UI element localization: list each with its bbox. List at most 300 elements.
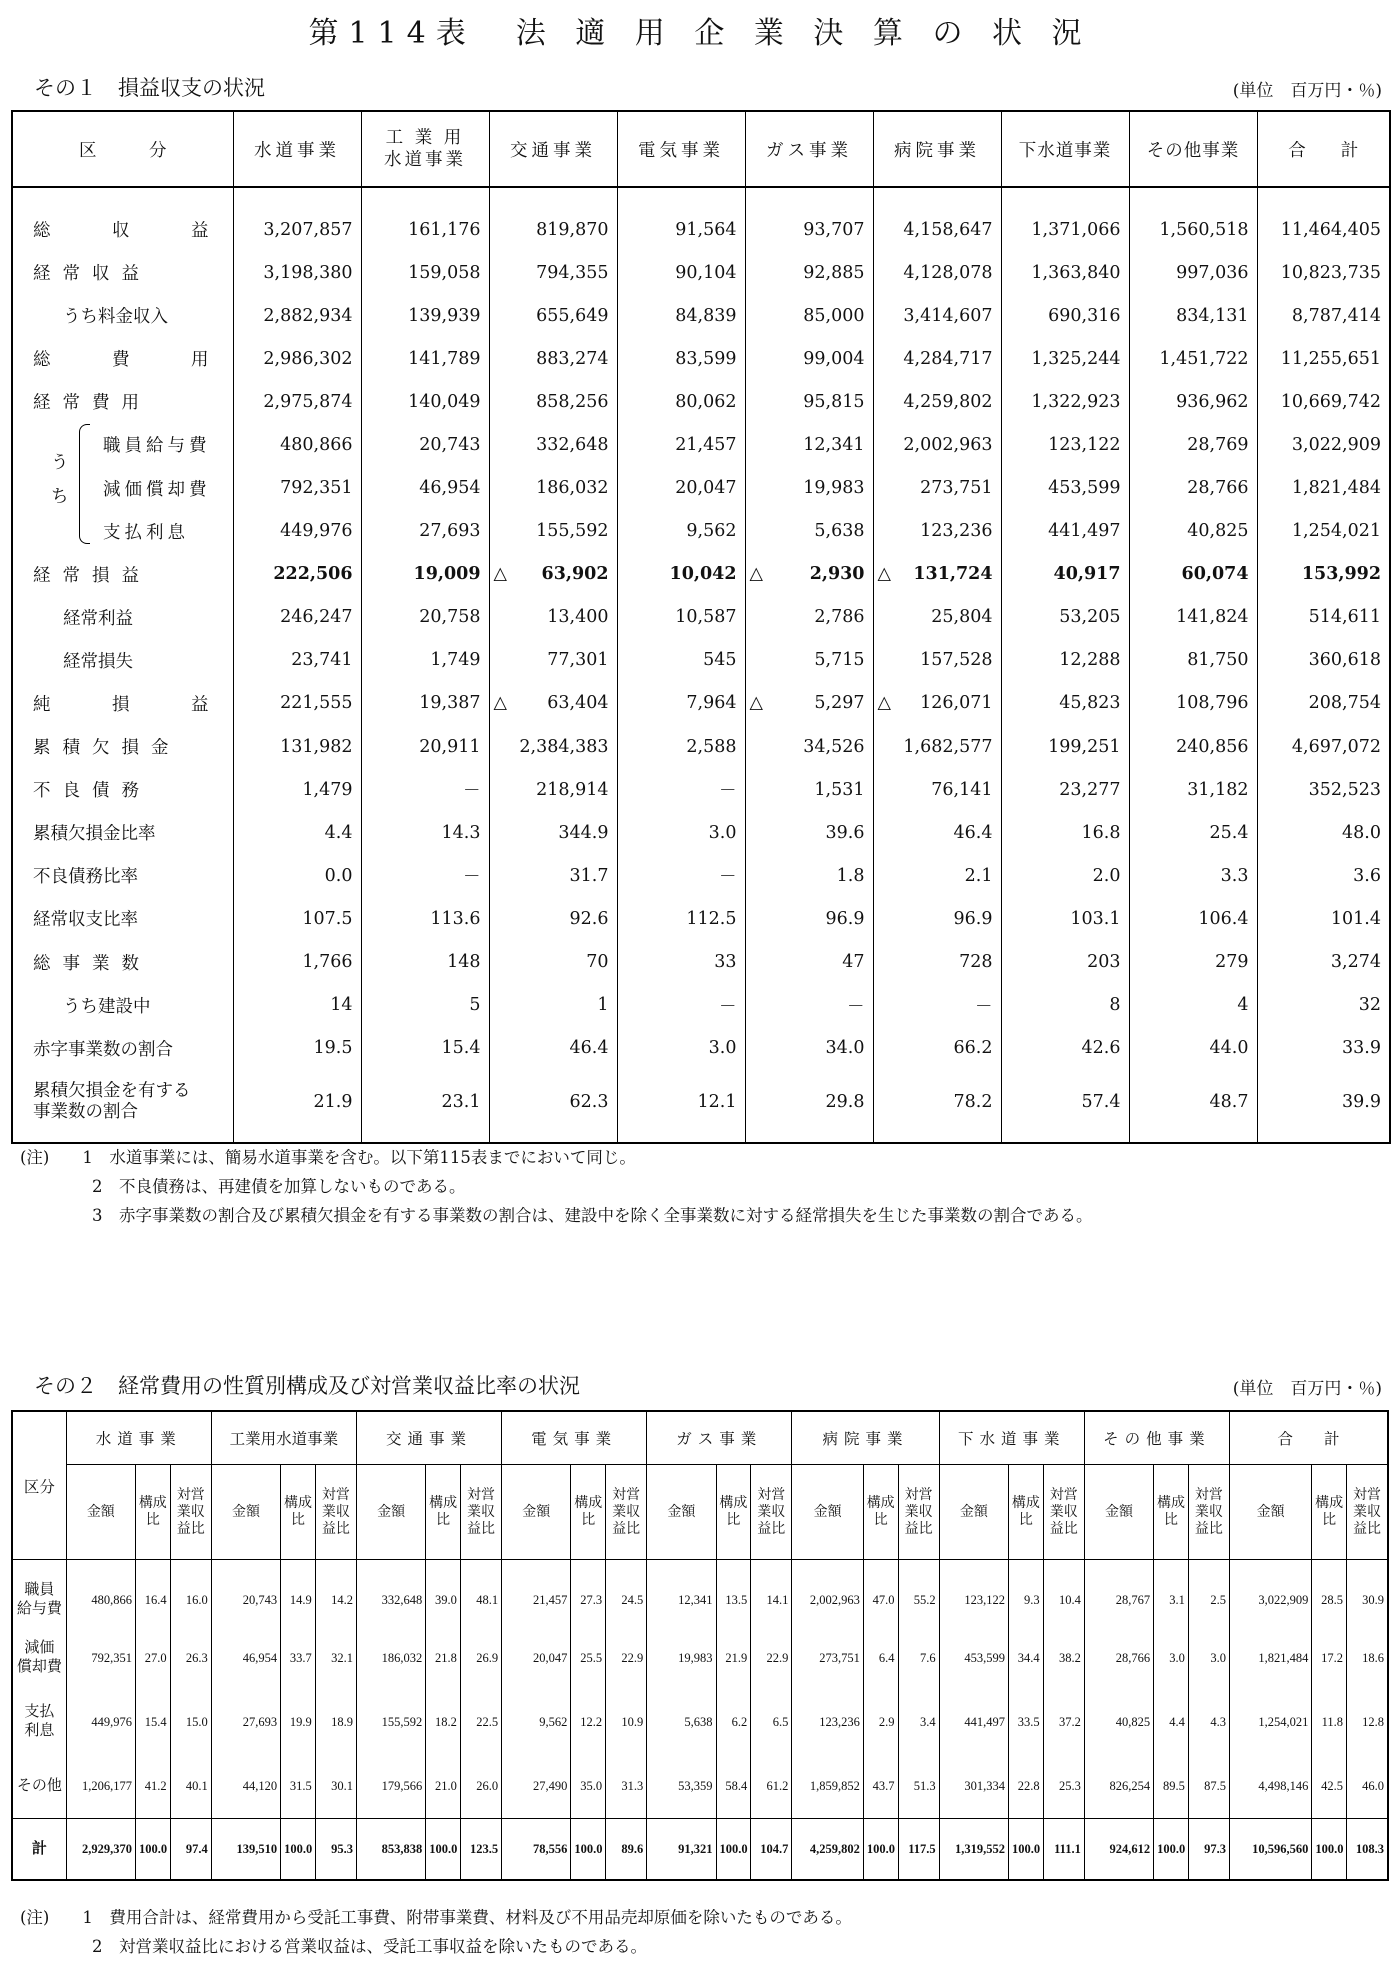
- cell-value: [1129, 984, 1257, 1027]
- cell-value: [617, 553, 745, 596]
- sub-header: [647, 1465, 716, 1560]
- cell-value: 12.8: [1347, 1690, 1389, 1754]
- part1-unit: (単位 百万円・％): [1232, 81, 1382, 101]
- cell-value: [233, 639, 361, 682]
- cell-value: [233, 251, 361, 294]
- table-row: [12, 811, 1390, 854]
- cell-value: 42.5: [1312, 1754, 1347, 1819]
- cell-text: 92.6: [569, 908, 609, 929]
- sub-header-label: 構成 比: [283, 1495, 312, 1528]
- cell-text: 514,611: [1308, 607, 1381, 628]
- cell-value: [745, 251, 873, 294]
- cell-text: 11,464,405: [1280, 219, 1381, 240]
- table-row: [12, 510, 1390, 553]
- cell-text: 155,592: [536, 521, 609, 542]
- cell-text: 20,743: [419, 434, 481, 455]
- cell-value: [489, 639, 617, 682]
- cell-text: 19.5: [313, 1038, 353, 1059]
- cell-text: 106.4: [1198, 908, 1249, 929]
- cell-value: [489, 811, 617, 854]
- cell-text: 28,766: [1187, 478, 1249, 499]
- cell-value: [617, 510, 745, 553]
- cell-text: 39.6: [825, 822, 865, 843]
- cell-value: 108.3: [1347, 1819, 1389, 1881]
- sub-header: [281, 1465, 316, 1560]
- cell-text: 139,939: [408, 305, 481, 326]
- cell-value: 3.0: [1154, 1626, 1189, 1690]
- cell-value: [617, 596, 745, 639]
- cell-value: [873, 510, 1001, 553]
- cell-value: 853,838: [356, 1819, 425, 1881]
- row-label-text: 支払利息: [103, 522, 189, 543]
- cell-value: [1257, 294, 1390, 337]
- cell-text: 794,355: [536, 262, 609, 283]
- cell-text: 199,251: [1048, 736, 1121, 757]
- cell-text: 19,983: [803, 478, 865, 499]
- cell-text: 2,882,934: [263, 305, 353, 326]
- cell-text: 141,789: [408, 348, 481, 369]
- cell-text: 25.4: [1209, 822, 1249, 843]
- cell-text: 21,457: [675, 434, 737, 455]
- cell-value: [361, 596, 489, 639]
- cell-value: [361, 854, 489, 897]
- sub-header-label: 金額: [377, 1503, 406, 1520]
- negative-triangle-icon: △: [749, 564, 763, 585]
- cell-value: 61.2: [751, 1754, 792, 1819]
- cell-text: 203: [1087, 952, 1121, 973]
- cell-text: 141,824: [1176, 607, 1249, 628]
- cell-value: 31.5: [281, 1754, 316, 1819]
- row-label-text: 経常損失: [63, 651, 133, 672]
- row-label: [12, 682, 233, 725]
- cell-value: 20,047: [502, 1626, 571, 1690]
- column-header: 病院事業: [873, 111, 1001, 187]
- sub-header-label: 対営 業収 益比: [612, 1486, 641, 1537]
- column-header: 電気事業: [617, 111, 745, 187]
- cell-value: [1001, 510, 1129, 553]
- sub-header-label: 金額: [1105, 1503, 1133, 1520]
- cell-value: [617, 897, 745, 940]
- sub-header-label: 金額: [667, 1503, 696, 1520]
- table-header-row: [12, 111, 1390, 187]
- cell-text: 332,648: [536, 434, 609, 455]
- column-header: 区分: [12, 1411, 66, 1560]
- table-row: [12, 466, 1390, 509]
- cell-text: 9,562: [686, 521, 737, 542]
- cell-value: [873, 251, 1001, 294]
- sub-header: [863, 1465, 898, 1560]
- table-row: [12, 941, 1390, 984]
- cell-value: [1129, 596, 1257, 639]
- sub-header-label: 構成 比: [719, 1495, 748, 1528]
- cell-text: 27,693: [419, 521, 481, 542]
- cell-value: [489, 553, 617, 596]
- cell-value: [489, 682, 617, 725]
- cell-text: 792,351: [280, 478, 353, 499]
- cell-value: [617, 854, 745, 897]
- cell-value: [745, 897, 873, 940]
- sub-header: [1312, 1465, 1347, 1560]
- cell-value: 14.9: [281, 1560, 316, 1627]
- cell-value: [873, 1027, 1001, 1070]
- row-label-text: うち建設中: [63, 996, 151, 1017]
- cell-value: [1001, 941, 1129, 984]
- cell-value: [233, 380, 361, 423]
- cell-value: [1129, 553, 1257, 596]
- cell-value: 9,562: [502, 1690, 571, 1754]
- cell-text: 34,526: [803, 736, 865, 757]
- cell-value: [489, 423, 617, 466]
- sub-header: [1154, 1465, 1189, 1560]
- cell-value: 40.1: [170, 1754, 211, 1819]
- row-label-text: 累積欠損金: [33, 738, 181, 759]
- cell-value: [873, 596, 1001, 639]
- sub-header-label: 対営 業収 益比: [321, 1486, 350, 1537]
- column-header: ガス事業: [745, 111, 873, 187]
- row-label: [12, 294, 233, 337]
- column-header: 交通事業: [489, 111, 617, 187]
- cell-value: 25.5: [571, 1626, 606, 1690]
- row-label: [12, 1626, 66, 1690]
- cell-value: 1,821,484: [1230, 1626, 1312, 1690]
- cell-value: [617, 984, 745, 1027]
- cell-text: 92,885: [803, 262, 865, 283]
- cell-value: 273,751: [792, 1626, 864, 1690]
- cell-text: 2,975,874: [263, 391, 353, 412]
- cell-text: 108,796: [1176, 693, 1249, 714]
- row-label: [12, 1690, 66, 1754]
- cell-value: [745, 187, 873, 251]
- cell-value: [1257, 897, 1390, 940]
- sub-header: [1347, 1465, 1389, 1560]
- cell-text: 14: [330, 995, 353, 1016]
- row-label: [12, 941, 233, 984]
- cell-value: [1257, 510, 1390, 553]
- cell-value: [617, 941, 745, 984]
- cell-value: [361, 682, 489, 725]
- group-header: 交通事業: [356, 1411, 501, 1465]
- table-row: [12, 553, 1390, 596]
- cell-value: [361, 251, 489, 294]
- cell-value: [1257, 768, 1390, 811]
- cell-value: [361, 423, 489, 466]
- cell-text: 113.6: [430, 908, 481, 929]
- cell-text: 21.9: [313, 1091, 353, 1112]
- cell-text: 352,523: [1308, 779, 1381, 800]
- cell-value: [617, 1070, 745, 1143]
- cell-value: 34.4: [1009, 1626, 1044, 1690]
- cell-value: 1,206,177: [66, 1754, 135, 1819]
- cell-value: [1257, 466, 1390, 509]
- table-row: [12, 337, 1390, 380]
- cell-value: [745, 380, 873, 423]
- cell-text: 1,371,066: [1031, 219, 1121, 240]
- cell-text: 2,930: [809, 564, 865, 585]
- cell-value: 10.4: [1043, 1560, 1084, 1627]
- sub-header-label: 金額: [959, 1503, 988, 1520]
- cell-value: 89.5: [1154, 1754, 1189, 1819]
- sub-header: [1084, 1465, 1153, 1560]
- cell-text: 31.7: [569, 865, 609, 886]
- cell-value: [361, 984, 489, 1027]
- cell-text: 48.7: [1209, 1091, 1249, 1112]
- cell-text: 131,982: [280, 736, 353, 757]
- group-header: 合 計: [1230, 1411, 1388, 1465]
- sub-header-label: 金額: [522, 1503, 551, 1520]
- cell-value: [361, 1027, 489, 1070]
- cell-text: 12,341: [803, 434, 865, 455]
- cell-text: 240,856: [1176, 736, 1249, 757]
- cell-text: 344.9: [558, 822, 609, 843]
- cell-value: [361, 768, 489, 811]
- sub-header-label: 対営 業収 益比: [757, 1486, 786, 1537]
- cell-text: 221,555: [280, 693, 353, 714]
- cell-value: [1129, 725, 1257, 768]
- cell-value: [745, 682, 873, 725]
- cell-text: 153,992: [1301, 564, 1381, 585]
- cell-text: 70: [586, 952, 609, 973]
- cell-value: 139,510: [211, 1819, 280, 1881]
- cell-value: [617, 294, 745, 337]
- sub-header: [426, 1465, 461, 1560]
- cell-value: 26.3: [170, 1626, 211, 1690]
- cell-text: 1,531: [814, 779, 865, 800]
- negative-triangle-icon: △: [493, 693, 507, 714]
- cell-value: [233, 510, 361, 553]
- cell-value: [233, 1070, 361, 1143]
- sub-header-row: [12, 1465, 1388, 1560]
- table-row: [12, 1626, 1388, 1690]
- table-row: [12, 725, 1390, 768]
- cell-value: [233, 941, 361, 984]
- cell-value: 28,767: [1084, 1560, 1153, 1627]
- note-line: 2 対営業収益比における営業収益は、受託工事収益を除いたものである。: [92, 1937, 647, 1956]
- cell-value: [873, 337, 1001, 380]
- row-label-text: 計: [31, 1840, 47, 1857]
- cell-text: 480,866: [280, 434, 353, 455]
- part1-subtitle: その１ 損益収支の状況: [34, 76, 265, 100]
- sub-header: [1043, 1465, 1084, 1560]
- cell-value: 16.0: [170, 1560, 211, 1627]
- cell-text: －: [719, 996, 737, 1017]
- cell-value: 9.3: [1009, 1560, 1044, 1627]
- cell-value: 95.3: [315, 1819, 356, 1881]
- column-header: 下水道事業: [1001, 111, 1129, 187]
- cell-text: 42.6: [1081, 1038, 1121, 1059]
- cell-value: 21.8: [426, 1626, 461, 1690]
- sub-header: [356, 1465, 425, 1560]
- cell-value: [745, 337, 873, 380]
- sub-header-label: 対営 業収 益比: [1049, 1486, 1078, 1537]
- cell-text: 273,751: [920, 478, 993, 499]
- cell-value: [1129, 854, 1257, 897]
- cell-text: 15.4: [441, 1038, 481, 1059]
- row-label: [12, 187, 233, 251]
- cell-value: [1001, 984, 1129, 1027]
- cell-text: 5: [469, 995, 481, 1016]
- cell-text: 83,599: [675, 348, 737, 369]
- cell-text: 101.4: [1330, 908, 1381, 929]
- cell-value: [873, 897, 1001, 940]
- cell-value: [233, 1027, 361, 1070]
- cell-text: 12.1: [697, 1091, 737, 1112]
- table-row: [12, 768, 1390, 811]
- cell-value: [745, 553, 873, 596]
- sub-header: [792, 1465, 864, 1560]
- cell-text: －: [975, 996, 993, 1017]
- cell-text: 46.4: [569, 1038, 609, 1059]
- cell-value: 5,638: [647, 1690, 716, 1754]
- sub-header: [211, 1465, 280, 1560]
- cell-text: 3.6: [1353, 865, 1381, 886]
- cell-value: 100.0: [426, 1819, 461, 1881]
- cell-value: 117.5: [898, 1819, 939, 1881]
- column-header: [12, 111, 233, 187]
- cell-text: 39.9: [1342, 1091, 1381, 1112]
- cell-value: [233, 811, 361, 854]
- cell-value: 97.3: [1188, 1819, 1229, 1881]
- sub-header-label: 構成 比: [1011, 1495, 1040, 1528]
- row-label-text: 累積欠損金比率: [33, 824, 156, 845]
- cell-text: 10,042: [669, 564, 737, 585]
- row-label: [12, 725, 233, 768]
- cell-value: [1001, 337, 1129, 380]
- part2-subtitle: その２ 経常費用の性質別構成及び対営業収益比率の状況: [34, 1374, 580, 1398]
- cell-text: 453,599: [1048, 478, 1121, 499]
- cell-value: 6.4: [863, 1626, 898, 1690]
- row-label-text: 減価 償却費: [16, 1640, 62, 1675]
- cell-text: 90,104: [675, 262, 737, 283]
- cell-value: 48.1: [460, 1560, 501, 1627]
- cell-value: 35.0: [571, 1754, 606, 1819]
- sub-header-label: 構成 比: [1315, 1495, 1344, 1528]
- cell-value: [1001, 294, 1129, 337]
- cell-value: 10.9: [606, 1690, 647, 1754]
- cell-text: 20,911: [419, 736, 481, 757]
- cell-value: [233, 596, 361, 639]
- cell-value: [1257, 1027, 1390, 1070]
- cell-value: [1001, 423, 1129, 466]
- cell-value: [233, 423, 361, 466]
- cell-value: [873, 380, 1001, 423]
- cell-value: [745, 1027, 873, 1070]
- cell-value: 21,457: [502, 1560, 571, 1627]
- cell-text: 23.1: [441, 1091, 481, 1112]
- cell-value: [873, 639, 1001, 682]
- cell-text: 208,754: [1308, 693, 1381, 714]
- cell-text: 20,047: [675, 478, 737, 499]
- cell-text: 32: [1358, 995, 1381, 1016]
- row-label-text: 累積欠損金を有する 事業数の割合: [33, 1080, 191, 1122]
- cell-value: 100.0: [1312, 1819, 1347, 1881]
- cell-value: 25.3: [1043, 1754, 1084, 1819]
- cell-value: [1257, 811, 1390, 854]
- cell-value: 100.0: [863, 1819, 898, 1881]
- cell-value: 4.3: [1188, 1690, 1229, 1754]
- cell-text: 186,032: [536, 478, 609, 499]
- sub-header: [606, 1465, 647, 1560]
- sub-header: [571, 1465, 606, 1560]
- cell-value: 11.8: [1312, 1690, 1347, 1754]
- cell-value: [1129, 251, 1257, 294]
- cell-text: 883,274: [536, 348, 609, 369]
- cell-text: 4: [1237, 995, 1249, 1016]
- column-header: その他事業: [1129, 111, 1257, 187]
- cell-value: [1257, 941, 1390, 984]
- cell-value: 46.0: [1347, 1754, 1389, 1819]
- cell-value: [1001, 187, 1129, 251]
- cell-value: [1257, 187, 1390, 251]
- cell-value: [1129, 466, 1257, 509]
- cell-value: [1001, 596, 1129, 639]
- cell-value: 91,321: [647, 1819, 716, 1881]
- cell-value: 21.9: [716, 1626, 751, 1690]
- cell-text: 4,284,717: [903, 348, 993, 369]
- row-label: [12, 768, 233, 811]
- cell-text: 655,649: [536, 305, 609, 326]
- cell-value: [873, 984, 1001, 1027]
- cell-text: 33: [714, 952, 737, 973]
- sub-header: [315, 1465, 356, 1560]
- cell-text: 140,049: [408, 391, 481, 412]
- cell-text: 218,914: [536, 779, 609, 800]
- cell-value: [745, 725, 873, 768]
- cell-text: 159,058: [408, 262, 481, 283]
- row-label-text: うち料金収入: [63, 307, 168, 328]
- row-label-text: 総事業数: [33, 953, 151, 974]
- cell-value: [1129, 941, 1257, 984]
- cell-text: 2.0: [1092, 865, 1121, 886]
- cell-text: 44.0: [1209, 1038, 1249, 1059]
- cell-value: 46,954: [211, 1626, 280, 1690]
- sub-header: [460, 1465, 501, 1560]
- cell-text: 131,724: [913, 564, 993, 585]
- cell-text: 4.4: [324, 822, 353, 843]
- row-label-text: 職員給与費: [103, 436, 211, 457]
- cell-value: [233, 768, 361, 811]
- cell-value: 186,032: [356, 1626, 425, 1690]
- cell-text: 91,564: [675, 219, 737, 240]
- sub-header-label: 対営 業収 益比: [1353, 1486, 1381, 1537]
- cell-value: [617, 466, 745, 509]
- sub-header-label: 構成 比: [429, 1495, 458, 1528]
- cell-value: [745, 941, 873, 984]
- cell-text: 31,182: [1187, 779, 1249, 800]
- row-label-text: 職員 給与費: [16, 1582, 62, 1617]
- cell-text: 728: [959, 952, 993, 973]
- cell-value: [1257, 984, 1390, 1027]
- cell-value: [361, 466, 489, 509]
- cell-value: [489, 984, 617, 1027]
- sub-header-label: 対営 業収 益比: [1194, 1486, 1223, 1537]
- cell-value: 20,743: [211, 1560, 280, 1627]
- cell-value: 332,648: [356, 1560, 425, 1627]
- cell-value: [233, 553, 361, 596]
- cell-text: 4,697,072: [1291, 736, 1381, 757]
- cell-value: [617, 725, 745, 768]
- cell-value: [745, 466, 873, 509]
- cell-value: [489, 1070, 617, 1143]
- cell-value: 89.6: [606, 1819, 647, 1881]
- sub-header-label: 構成 比: [574, 1495, 603, 1528]
- cell-value: [1001, 897, 1129, 940]
- cell-value: [1001, 811, 1129, 854]
- cell-value: [617, 187, 745, 251]
- cell-text: 2,986,302: [263, 348, 353, 369]
- cell-text: 4,158,647: [903, 219, 993, 240]
- sub-header: [939, 1465, 1008, 1560]
- row-label: [12, 1560, 66, 1627]
